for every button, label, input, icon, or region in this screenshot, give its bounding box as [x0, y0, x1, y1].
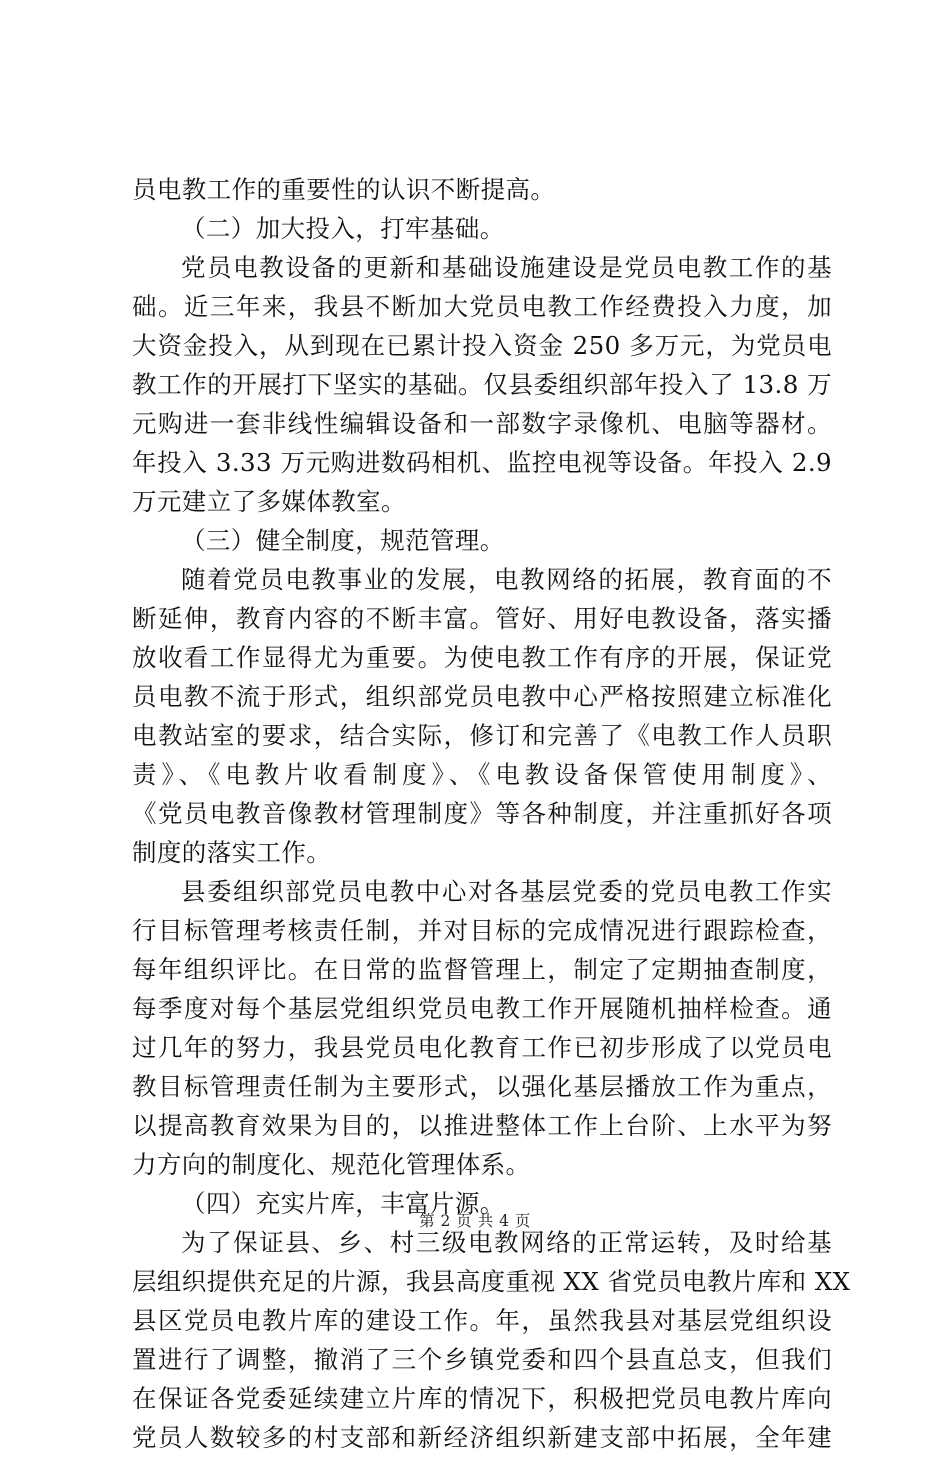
text-line: 制度的落实工作。 [132, 838, 332, 867]
body-text [132, 170, 851, 1457]
text-line: 在保证各党委延续建立片库的情况下，积极把党员电教片库向 [132, 1384, 832, 1413]
text-line: 员电教不流于形式，组织部党员电教中心严格按照建立标准化 [132, 682, 832, 711]
text-line: 每年组织评比。在日常的监督管理上，制定了定期抽查制度， [132, 955, 832, 984]
text-line: 责》、《电教片收看制度》、《电教设备保管使用制度》、 [132, 760, 832, 789]
text-line: 置进行了调整，撤消了三个乡镇党委和四个县直总支，但我们 [132, 1345, 832, 1374]
text-line: 随着党员电教事业的发展，电教网络的拓展，教育面的不 [181, 565, 832, 594]
text-line: 以提高教育效果为目的，以推进整体工作上台阶、上水平为努 [132, 1111, 832, 1140]
text-line: 础。近三年来，我县不断加大党员电教工作经费投入力度，加 [132, 292, 832, 321]
text-line: 教工作的开展打下坚实的基础。仅县委组织部年投入了 13.8 万 [132, 370, 832, 399]
text-line: 《党员电教音像教材管理制度》等各种制度，并注重抓好各项 [132, 799, 832, 828]
text-line: 县委组织部党员电教中心对各基层党委的党员电教工作实 [181, 877, 832, 906]
text-line: 每季度对每个基层党组织党员电教工作开展随机抽样检查。通 [132, 994, 832, 1023]
text-line: 断延伸，教育内容的不断丰富。管好、用好电教设备，落实播 [132, 604, 832, 633]
text-line: 放收看工作显得尤为重要。为使电教工作有序的开展，保证党 [132, 643, 832, 672]
page-number-label: 第 2 页 共 4 页 [419, 1212, 531, 1230]
text-line: 元购进一套非线性编辑设备和一部数字录像机、电脑等器材。 [132, 409, 832, 438]
text-line: 万元建立了多媒体教室。 [132, 487, 406, 516]
text-line: 电教站室的要求，结合实际，修订和完善了《电教工作人员职 [132, 721, 832, 750]
text-line: 层组织提供充足的片源，我县高度重视 XX 省党员电教片库和 XX [132, 1267, 851, 1296]
text-line: 党员电教设备的更新和基础设施建设是党员电教工作的基 [181, 253, 832, 282]
text-line: 教目标管理责任制为主要形式，以强化基层播放工作为重点， [132, 1072, 832, 1101]
text-line: 行目标管理考核责任制，并对目标的完成情况进行跟踪检查， [132, 916, 832, 945]
section-heading: （二）加大投入，打牢基础。 [181, 214, 505, 243]
text-line: 年投入 3.33 万元购进数码相机、监控电视等设备。年投入 2.9 [132, 448, 832, 477]
text-line: 党员人数较多的村支部和新经济组织新建支部中拓展，全年建 [132, 1423, 832, 1452]
page-footer [0, 1209, 950, 1231]
section-heading: （四）充实片库，丰富片源。 [181, 1189, 505, 1218]
text-line: 过几年的努力，我县党员电化教育工作已初步形成了以党员电 [132, 1033, 832, 1062]
text-line: 县区党员电教片库的建设工作。年，虽然我县对基层党组织设 [132, 1306, 832, 1335]
text-line: 员电教工作的重要性的认识不断提高。 [132, 175, 556, 204]
section-heading: （三）健全制度，规范管理。 [181, 526, 505, 555]
text-line: 为了保证县、乡、村三级电教网络的正常运转，及时给基 [181, 1228, 832, 1257]
text-line: 大资金投入，从到现在已累计投入资金 250 多万元，为党员电 [132, 331, 832, 360]
text-line: 力方向的制度化、规范化管理体系。 [132, 1150, 531, 1179]
